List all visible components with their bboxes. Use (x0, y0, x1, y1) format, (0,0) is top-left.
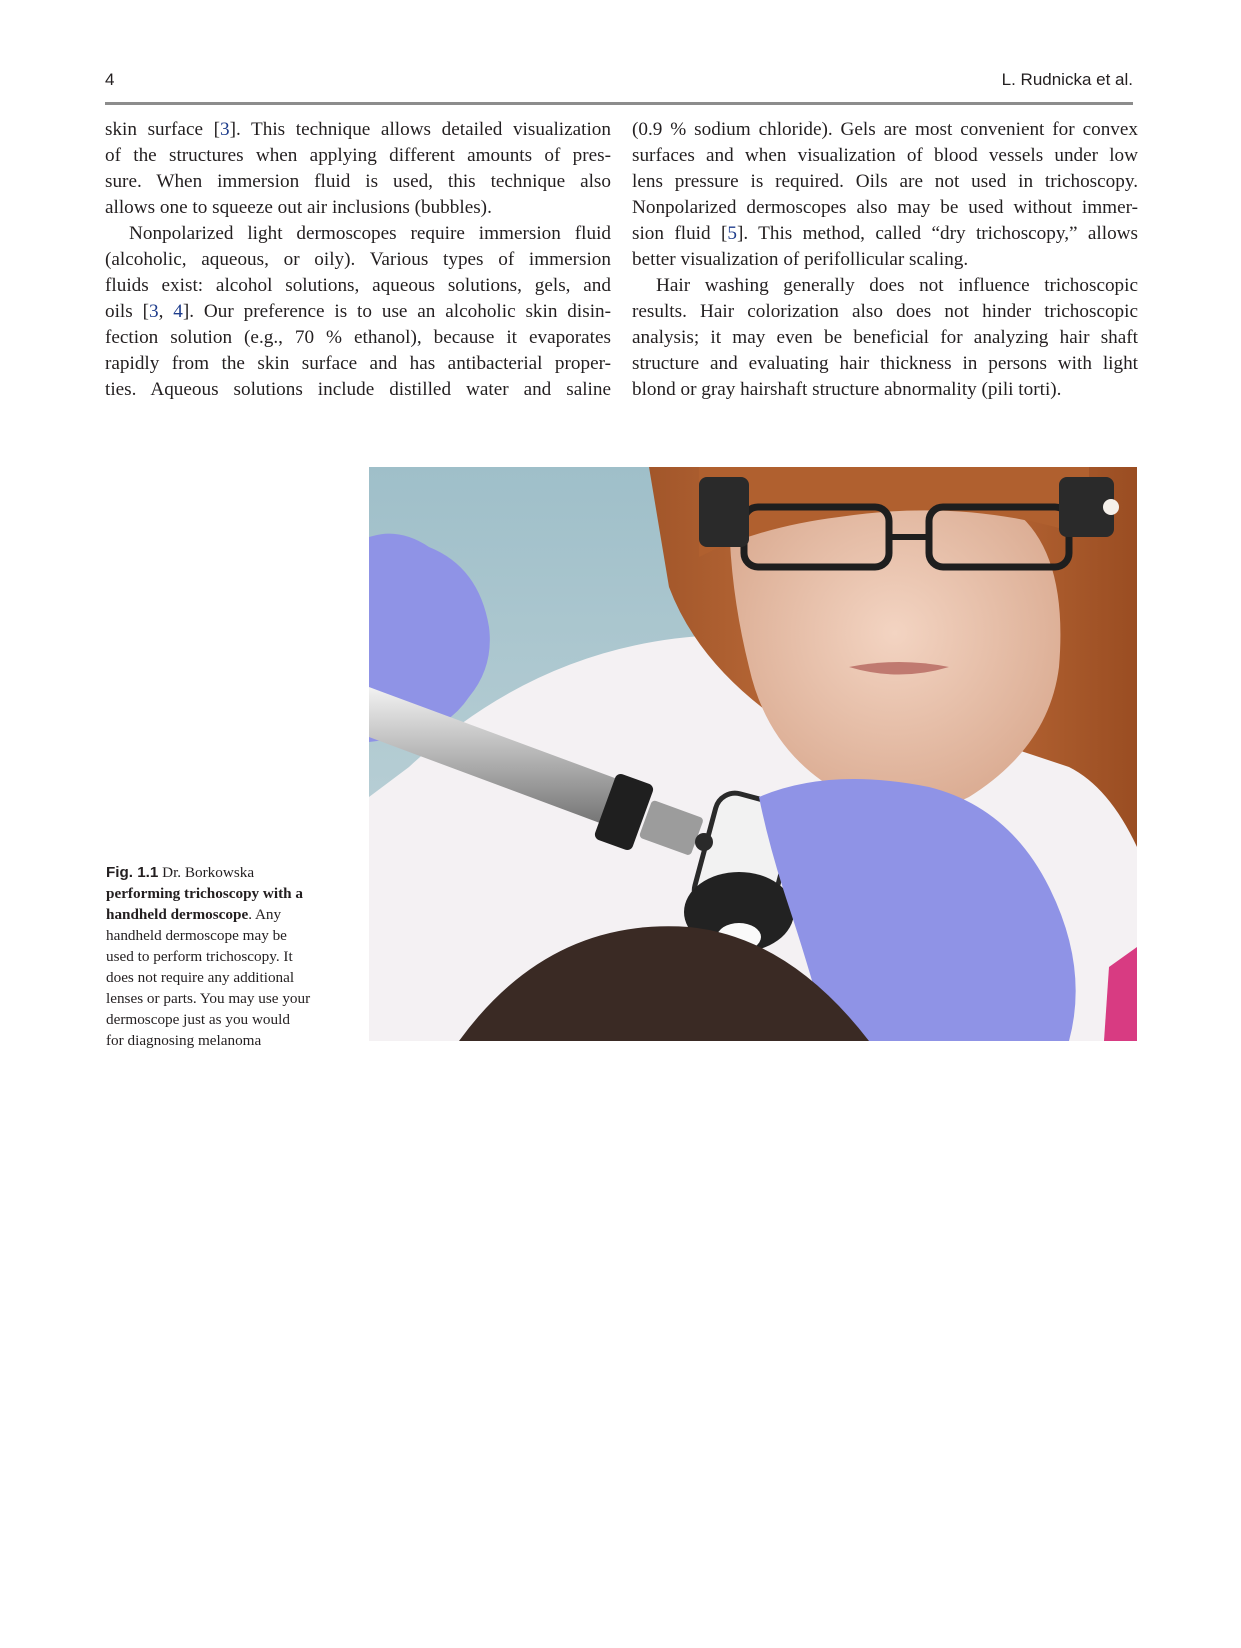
page-header (105, 68, 1133, 105)
text-line: (0.9 % sodium chloride). Gels are most convenient for convex (632, 119, 1138, 140)
caption-line: used to perform trichoscopy. It (106, 948, 293, 965)
text-span: skin surface [ (105, 119, 220, 140)
caption-text: Dr. Borkowska (162, 864, 255, 881)
text-line: fection solution (e.g., 70 % ethanol), because it evaporates (105, 327, 611, 348)
caption-line: dermoscope just as you would (106, 1011, 290, 1028)
text-line: ties. Aqueous solutions include distilled water and saline (105, 379, 611, 400)
running-head: L. Rudnicka et al. (1001, 70, 1133, 89)
text-span: ]. Our preference is to use an alcoholic skin disin- (182, 301, 612, 322)
text-span: ]. This method, called “dry trichoscopy,” allows (736, 223, 1138, 244)
figure-label: Fig. 1.1 (106, 864, 159, 881)
text-line: surfaces and when visualization of blood vessels under low (632, 145, 1138, 166)
text-line: fluids exist: alcohol solutions, aqueous solutions, gels, and (105, 275, 611, 296)
text-span: sion fluid [ (632, 223, 728, 244)
citation-link[interactable]: 5 (727, 223, 737, 244)
text-line: of the structures when applying different amounts of pres- (105, 145, 611, 166)
text-line: structure and evaluating hair thickness in persons with light (632, 353, 1138, 374)
text-line: blond or gray hairshaft structure abnormality (pili torti). (632, 379, 1062, 400)
text-line: allows one to squeeze out air inclusions (bubbles). (105, 197, 492, 218)
figure-photo (369, 467, 1137, 1041)
text-line: Nonpolarized dermoscopes also may be used without immer- (632, 197, 1138, 218)
figure-caption (106, 862, 356, 1051)
caption-line (106, 904, 356, 925)
text-line: Hair washing generally does not influence trichoscopic (656, 275, 1138, 296)
caption-text: . Any (248, 906, 282, 923)
caption-line: lenses or parts. You may use your (106, 990, 311, 1007)
text-span: ]. This technique allows detailed visualization (229, 119, 611, 140)
text-line: better visualization of perifollicular scaling. (632, 249, 969, 270)
caption-line (106, 862, 356, 883)
caption-line: performing trichoscopy with a (106, 885, 303, 902)
text-span: , (158, 301, 174, 322)
text-line: results. Hair colorization also does not hinder trichoscopic (632, 301, 1138, 322)
text-line: Nonpolarized light dermoscopes require immersion fluid (129, 223, 611, 244)
caption-line: handheld dermoscope may be (106, 927, 287, 944)
text-line: lens pressure is required. Oils are not used in trichoscopy. (632, 171, 1138, 192)
text-line (105, 299, 611, 325)
text-line: analysis; it may even be beneficial for analyzing hair shaft (632, 327, 1138, 348)
citation-link[interactable]: 3 (148, 301, 159, 322)
right-column (632, 117, 1138, 403)
page-number: 4 (105, 70, 115, 89)
text-span: oils [ (105, 301, 149, 322)
paragraph (632, 117, 1138, 273)
text-line (105, 117, 611, 143)
text-line: rapidly from the skin surface and has antibacterial proper- (105, 353, 611, 374)
dermoscopy-photo-illustration (369, 467, 1137, 1041)
caption-line: for diagnosing melanoma (106, 1032, 262, 1049)
citation-link[interactable]: 4 (173, 301, 183, 322)
left-column (105, 117, 611, 403)
text-line: (alcoholic, aqueous, or oily). Various types of immersion (105, 249, 611, 270)
text-line: sure. When immersion fluid is used, this technique also (105, 171, 611, 192)
paragraph (105, 117, 611, 221)
citation-link[interactable]: 3 (219, 119, 230, 140)
text-line (632, 221, 1138, 247)
paragraph (105, 221, 611, 403)
paragraph (632, 273, 1138, 403)
caption-text: handheld dermoscope (106, 906, 249, 923)
caption-line: does not require any additional (106, 969, 295, 986)
